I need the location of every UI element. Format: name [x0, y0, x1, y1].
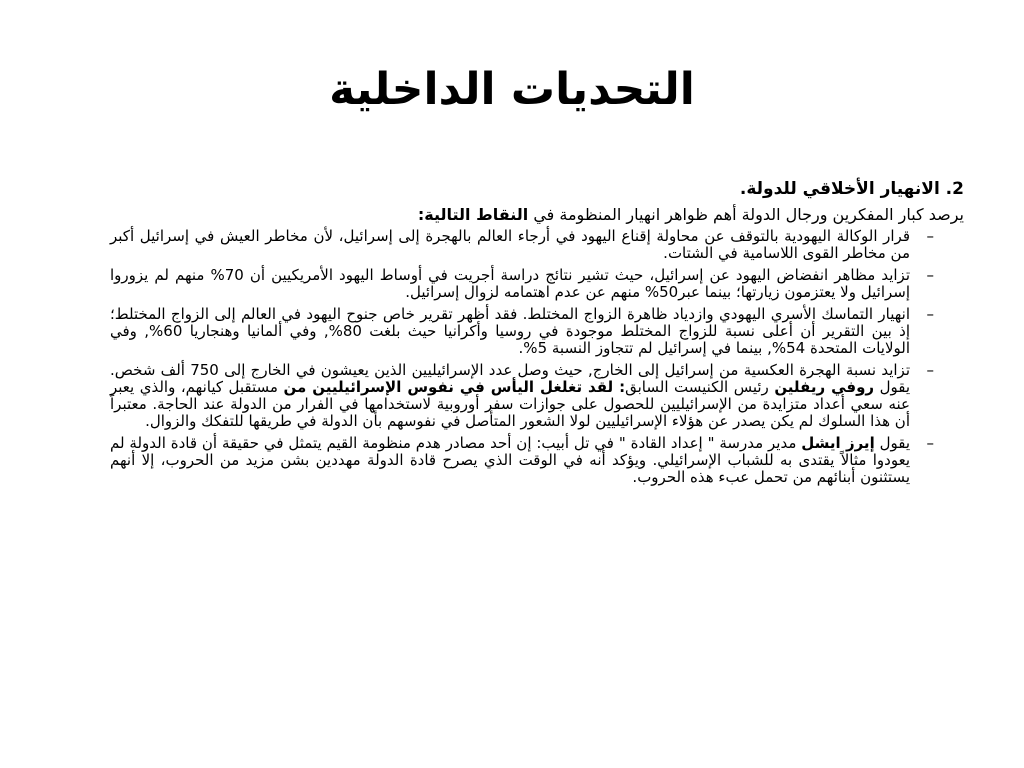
- bullet-text-end: مستقبل كيانهم، والذي يعبر عنه سعي أعداد متزايدة من الإسرائيليين للحصول على جوازات سفر أوروبية لاستخدامها في الفرار من الدولة عند الحاجة. معتبراً أن هذا السلوك لم يكن يصدر عن هؤلاء الإسرائيليين لولا الشعور المتأصل في نفوسهم بأن الدولة في طريقها للتفكك والزوال.: [110, 378, 910, 430]
- dash-bullet-icon: –: [926, 227, 934, 245]
- bullet-text-middle: رئيس الكنيست السابق: [625, 378, 775, 396]
- dash-bullet-icon: –: [926, 434, 934, 452]
- slide-title: التحديات الداخلية: [329, 64, 695, 115]
- bullet-text-start: يقول: [874, 434, 910, 452]
- intro-bold-text: النقاط التالية:: [417, 205, 529, 224]
- bullet-list: [60, 228, 964, 486]
- bullet-point-1: [60, 228, 964, 262]
- bullet-text-start: تزايد نسبة الهجرة العكسية من إسرائيل إلى الخارج, حيث وصل عدد الإسرائيليين الذين يعيشون في الخارج إلى 750 ألف شخص. يقول: [110, 361, 910, 396]
- bullet-text-end: مدير مدرسة " إعداد القادة " في تل أبيب: إن أحد مصادر هدم منظومة القيم يتمثل في حقيقة أن قادة الدولة لم يعودوا مثالاً يقتدى به للشباب الإسرائيلي. ويؤكد أنه في الوقت الذي يصرح قادة الدولة مهددين بشن مزيد من الحروب، إلا أنهم يستثنون أبنائهم من تحمل عبء هذه الحروب.: [110, 434, 910, 486]
- bullet-point-3: [60, 306, 964, 357]
- dash-bullet-icon: –: [926, 266, 934, 284]
- bullet-bold-phrase: : لقد تغلغل اليأس في نفوس الإسرائيليين من: [283, 378, 626, 396]
- bullet-point-2: [60, 267, 964, 301]
- bullet-text: تزايد مظاهر انفضاض اليهود عن إسرائيل، حيث تشير نتائج دراسة أجريت في أوساط اليهود الأمريكيين أن 70% منهم لم يزوروا إسرائيل ولا يعتزمون زيارتها؛ بينما عبر50% منهم عن عدم اهتمامه لزوال إسرائيل.: [110, 266, 910, 301]
- bullet-text: انهيار التماسك الأسري اليهودي وازدياد ظاهرة الزواج المختلط. فقد أظهر تقرير خاص جنوح اليهود في العالم إلى الزواج المختلط؛ إذ بين التقرير أن أعلى نسبة للزواج المختلط موجودة في روسيا وأكرانيا حيث بلغت 80%, وفي ألمانيا وهنجاريا 60%, وفي الولايات المتحدة 54%, بينما في إسرائيل لم تتجاوز النسبة 5%.: [110, 305, 910, 357]
- dash-bullet-icon: –: [926, 305, 934, 323]
- slide-content: [60, 178, 964, 491]
- quoted-person-name: روفي ريفلين: [774, 378, 875, 396]
- section-heading: 2. الانهيار الأخلاقي للدولة.: [739, 179, 964, 199]
- intro-text: يرصد كبار المفكرين ورجال الدولة أهم ظواهر انهيار المنظومة في: [528, 205, 964, 224]
- quoted-person-name: إيرز ايشل: [801, 434, 875, 452]
- dash-bullet-icon: –: [926, 361, 934, 379]
- bullet-point-4: [60, 362, 964, 430]
- bullet-text: قرار الوكالة اليهودية بالتوقف عن محاولة إقناع اليهود في أرجاء العالم بالهجرة إلى إسرائيل، لأن مخاطر العيش في إسرائيل أكبر من مخاطر القوى اللاسامية في الشتات.: [110, 227, 910, 262]
- bullet-point-5: [60, 435, 964, 486]
- intro-line: [60, 204, 964, 226]
